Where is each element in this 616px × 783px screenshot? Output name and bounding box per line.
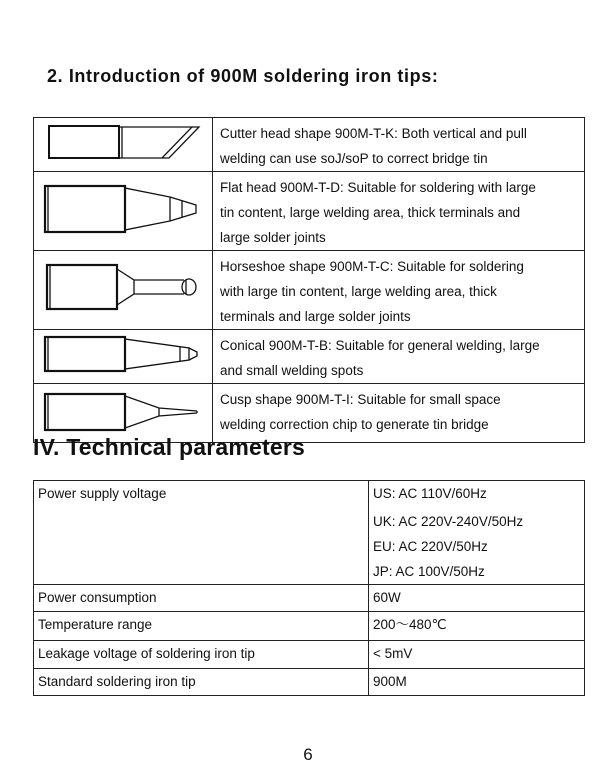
desc-line: Conical 900M-T-B: Suitable for general welding, large	[220, 338, 540, 353]
conical-tip-icon	[34, 330, 212, 380]
param-label: Leakage voltage of soldering iron tip	[34, 641, 369, 669]
desc-line: tin content, large welding area, thick terminals and	[220, 205, 521, 220]
tip-row-conical	[34, 330, 585, 384]
param-row-power-supply-voltage	[34, 481, 585, 585]
tip-row-horseshoe	[34, 251, 585, 330]
desc-line: Cusp shape 900M-T-I: Suitable for small space	[220, 392, 501, 407]
tips-table	[33, 117, 585, 443]
page-number: 6	[303, 745, 313, 764]
voltage-eu: EU: AC 220V/50Hz	[373, 539, 488, 554]
desc-line: with large tin content, large welding area, thick	[220, 284, 497, 299]
section-4-heading: IV. Technical parameters	[33, 434, 305, 460]
param-label: Standard soldering iron tip	[34, 669, 369, 696]
horseshoe-tip-icon	[34, 251, 212, 323]
tip-description	[213, 330, 585, 384]
desc-line: Cutter head shape 900M-T-K: Both vertical and pull	[220, 126, 527, 141]
desc-line: welding correction chip to generate tin bridge	[220, 417, 489, 432]
param-label: Temperature range	[34, 612, 369, 641]
tip-row-cutter	[34, 118, 585, 172]
tip-description	[213, 172, 585, 251]
param-row-power-consumption	[34, 585, 585, 612]
param-value: 900M	[369, 669, 585, 696]
tip-image-cell	[34, 251, 213, 330]
voltage-us: US: AC 110V/60Hz	[373, 486, 487, 501]
param-row-temperature-range	[34, 612, 585, 641]
param-row-standard-tip	[34, 669, 585, 696]
desc-line: Flat head 900M-T-D: Suitable for soldering with large	[220, 180, 536, 195]
tip-row-flat	[34, 172, 585, 251]
param-label: Power supply voltage	[34, 481, 369, 585]
section-2-heading: 2. Introduction of 900M soldering iron tips:	[47, 66, 439, 86]
flat-tip-icon	[34, 172, 212, 246]
desc-line: welding can use soJ/soP to correct bridge tin	[220, 151, 488, 166]
technical-parameters-table	[33, 480, 585, 696]
param-label: Power consumption	[34, 585, 369, 612]
tip-image-cell	[34, 330, 213, 384]
tip-description	[213, 251, 585, 330]
desc-line: terminals and large solder joints	[220, 309, 411, 324]
desc-line: large solder joints	[220, 230, 326, 245]
param-value: 200～480℃	[369, 612, 585, 641]
desc-line: Horseshoe shape 900M-T-C: Suitable for soldering	[220, 259, 524, 274]
voltage-jp: JP: AC 100V/50Hz	[373, 564, 485, 579]
desc-line: and small welding spots	[220, 363, 364, 378]
cutter-tip-icon	[34, 118, 212, 168]
param-value: 60W	[369, 585, 585, 612]
tip-description	[213, 118, 585, 172]
param-value	[369, 481, 585, 585]
tip-image-cell	[34, 118, 213, 172]
voltage-uk: UK: AC 220V-240V/50Hz	[373, 514, 524, 529]
param-value: < 5mV	[369, 641, 585, 669]
tip-image-cell	[34, 172, 213, 251]
param-row-leakage-voltage	[34, 641, 585, 669]
